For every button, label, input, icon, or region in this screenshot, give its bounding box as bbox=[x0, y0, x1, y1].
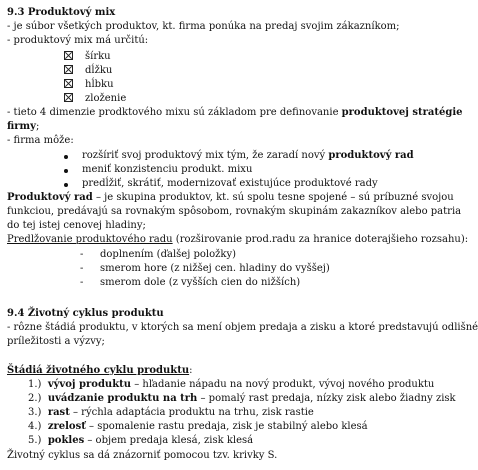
text-line: firmy; bbox=[7, 121, 40, 132]
bullet-item: meniť konzistenciu produkt. mixu bbox=[82, 164, 253, 175]
text-line: do tej istej cenovej hladiny; bbox=[7, 220, 146, 231]
text-line: funkciou, predávajú sa rovnakým spôsobom, rovnakým skupinám zakazníkov alebo patria bbox=[7, 206, 462, 217]
dash-item-text: doplnením (ďalšej položky) bbox=[100, 249, 236, 260]
text-line: - rôzne štádiá produktu, v ktorých sa mení objem predaja a zisku a ktoré predstavujú odlišné bbox=[7, 322, 478, 333]
bullet-icon bbox=[64, 169, 68, 173]
list-item: 3.) rast – rýchla adaptácia produktu na trhu, zisk rastie bbox=[28, 407, 314, 418]
bullet-icon bbox=[64, 155, 68, 159]
checkbox-icon bbox=[64, 65, 73, 74]
dash-item: - bbox=[80, 263, 84, 274]
section-heading-9-3: 9.3 Produktový mix bbox=[7, 7, 116, 18]
text-line: - produktový mix má určitú: bbox=[7, 35, 149, 46]
section-heading-9-4: 9.4 Životný cyklus produktu bbox=[7, 308, 164, 319]
text-line: - firma môže: bbox=[7, 135, 74, 146]
list-item: 1.) vývoj produktu – hľadanie nápadu na nový produkt, vývoj nového produktu bbox=[28, 379, 435, 390]
checklist-item: šírku bbox=[64, 51, 111, 62]
checklist-item: dĺžku bbox=[64, 65, 112, 76]
checkbox-icon bbox=[64, 79, 73, 88]
text-line: príležitosti a výzvy; bbox=[7, 336, 105, 347]
list-item: 5.) pokles – objem predaja klesá, zisk klesá bbox=[28, 435, 254, 446]
list-item: 2.) uvádzanie produktu na trh – pomalý rast predaja, nízky zisk alebo žiadny zisk bbox=[28, 393, 456, 404]
bullet-item: rozšíriť svoj produktový mix tým, že zaradí nový produktový rad bbox=[82, 150, 414, 161]
text-line: Životný cyklus sa dá znázorniť pomocou tzv. krivky S. bbox=[7, 450, 278, 461]
text-line: - je súbor všetkých produktov, kt. firma ponúka na predaj svojim zákazníkom; bbox=[7, 21, 400, 32]
checklist-item: zloženie bbox=[64, 93, 126, 104]
bullet-item: predĺžiť, skrátiť, modernizovať existujúce produktové rady bbox=[82, 178, 378, 189]
checklist-item: hĺbku bbox=[64, 79, 114, 90]
checkbox-icon bbox=[64, 51, 73, 60]
list-heading: Štádiá životného cyklu produktu: bbox=[7, 365, 193, 376]
dash-item-text: smerom hore (z nižšej cen. hladiny do vyššej) bbox=[100, 263, 330, 274]
bullet-icon bbox=[64, 183, 68, 187]
dash-item: - bbox=[80, 249, 84, 260]
list-item: 4.) zrelosť – spomalenie rastu predaja, zisk je stabilný alebo klesá bbox=[28, 421, 368, 432]
dash-item: - bbox=[80, 277, 84, 288]
checkbox-icon bbox=[64, 93, 73, 102]
text-line: - tieto 4 dimenzie prodktového mixu sú základom pre definovanie produktovej stratégie bbox=[7, 107, 463, 118]
definition-line: Produktový rad – je skupina produktov, kt. sú spolu tesne spojené – sú príbuzné svojou bbox=[7, 192, 454, 203]
dash-item-text: smerom dole (z vyšších cien do nižších) bbox=[100, 277, 301, 288]
definition-line: Predlžovanie produktového radu (rozširovanie prod.radu za hranice doterajšieho rozsahu): bbox=[7, 234, 469, 245]
